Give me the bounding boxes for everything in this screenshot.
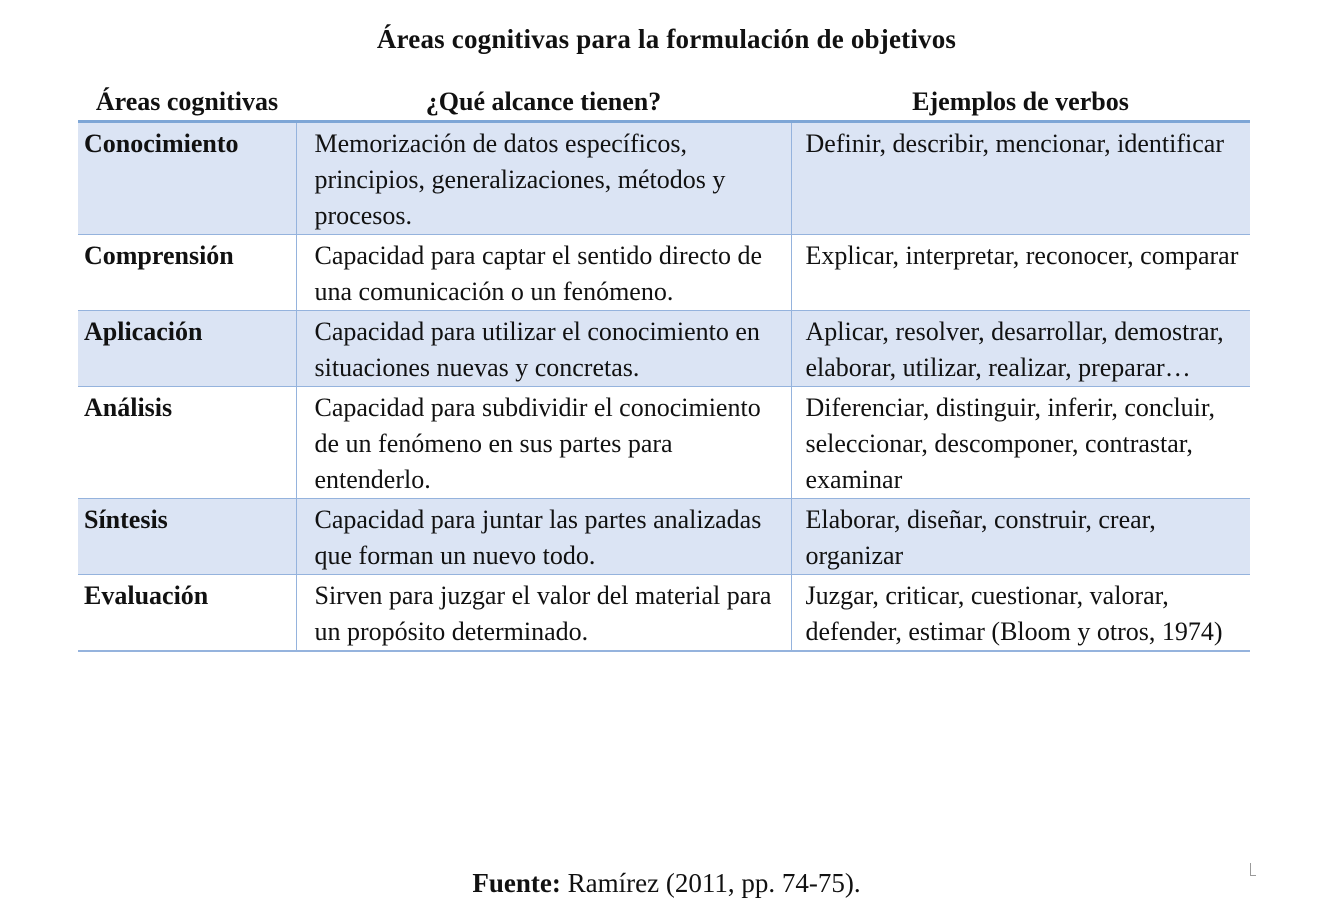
verbos-cell: Diferenciar, distinguir, inferir, concluir, seleccionar, descomponer, contrastar, examinar	[791, 387, 1250, 499]
cognitive-areas-table	[78, 84, 1250, 652]
alcance-cell: Capacidad para subdividir el conocimiento de un fenómeno en sus partes para entenderlo.	[296, 387, 791, 499]
header-verbos: Ejemplos de verbos	[791, 84, 1250, 122]
table-row	[78, 499, 1250, 575]
corner-mark	[1250, 863, 1256, 876]
verbos-cell: Definir, describir, mencionar, identificar	[791, 122, 1250, 235]
area-cell: Conocimiento	[78, 122, 296, 235]
alcance-cell: Memorización de datos específicos, principios, generalizaciones, métodos y procesos.	[296, 122, 791, 235]
alcance-cell: Capacidad para utilizar el conocimiento en situaciones nuevas y concretas.	[296, 311, 791, 387]
verbos-cell: Explicar, interpretar, reconocer, comparar	[791, 235, 1250, 311]
alcance-cell: Capacidad para juntar las partes analizadas que forman un nuevo todo.	[296, 499, 791, 575]
table-header-row	[78, 84, 1250, 122]
area-cell: Análisis	[78, 387, 296, 499]
verbos-cell: Elaborar, diseñar, construir, crear, organizar	[791, 499, 1250, 575]
area-cell: Evaluación	[78, 575, 296, 652]
alcance-cell: Capacidad para captar el sentido directo de una comunicación o un fenómeno.	[296, 235, 791, 311]
alcance-cell: Sirven para juzgar el valor del material para un propósito determinado.	[296, 575, 791, 652]
verbos-cell: Aplicar, resolver, desarrollar, demostrar, elaborar, utilizar, realizar, preparar…	[791, 311, 1250, 387]
source-text: Ramírez (2011, pp. 74-75).	[560, 868, 861, 898]
header-alcance: ¿Qué alcance tienen?	[296, 84, 791, 122]
table-title: Áreas cognitivas para la formulación de objetivos	[376, 24, 957, 54]
table-row	[78, 575, 1250, 652]
table-row	[78, 387, 1250, 499]
area-cell: Comprensión	[78, 235, 296, 311]
area-cell: Aplicación	[78, 311, 296, 387]
area-cell: Síntesis	[78, 499, 296, 575]
header-areas: Áreas cognitivas	[78, 84, 296, 122]
table-row	[78, 311, 1250, 387]
source-caption	[0, 868, 1333, 899]
source-label: Fuente:	[472, 868, 561, 898]
table-row	[78, 235, 1250, 311]
table-row	[78, 122, 1250, 235]
verbos-cell: Juzgar, criticar, cuestionar, valorar, defender, estimar (Bloom y otros, 1974)	[791, 575, 1250, 652]
